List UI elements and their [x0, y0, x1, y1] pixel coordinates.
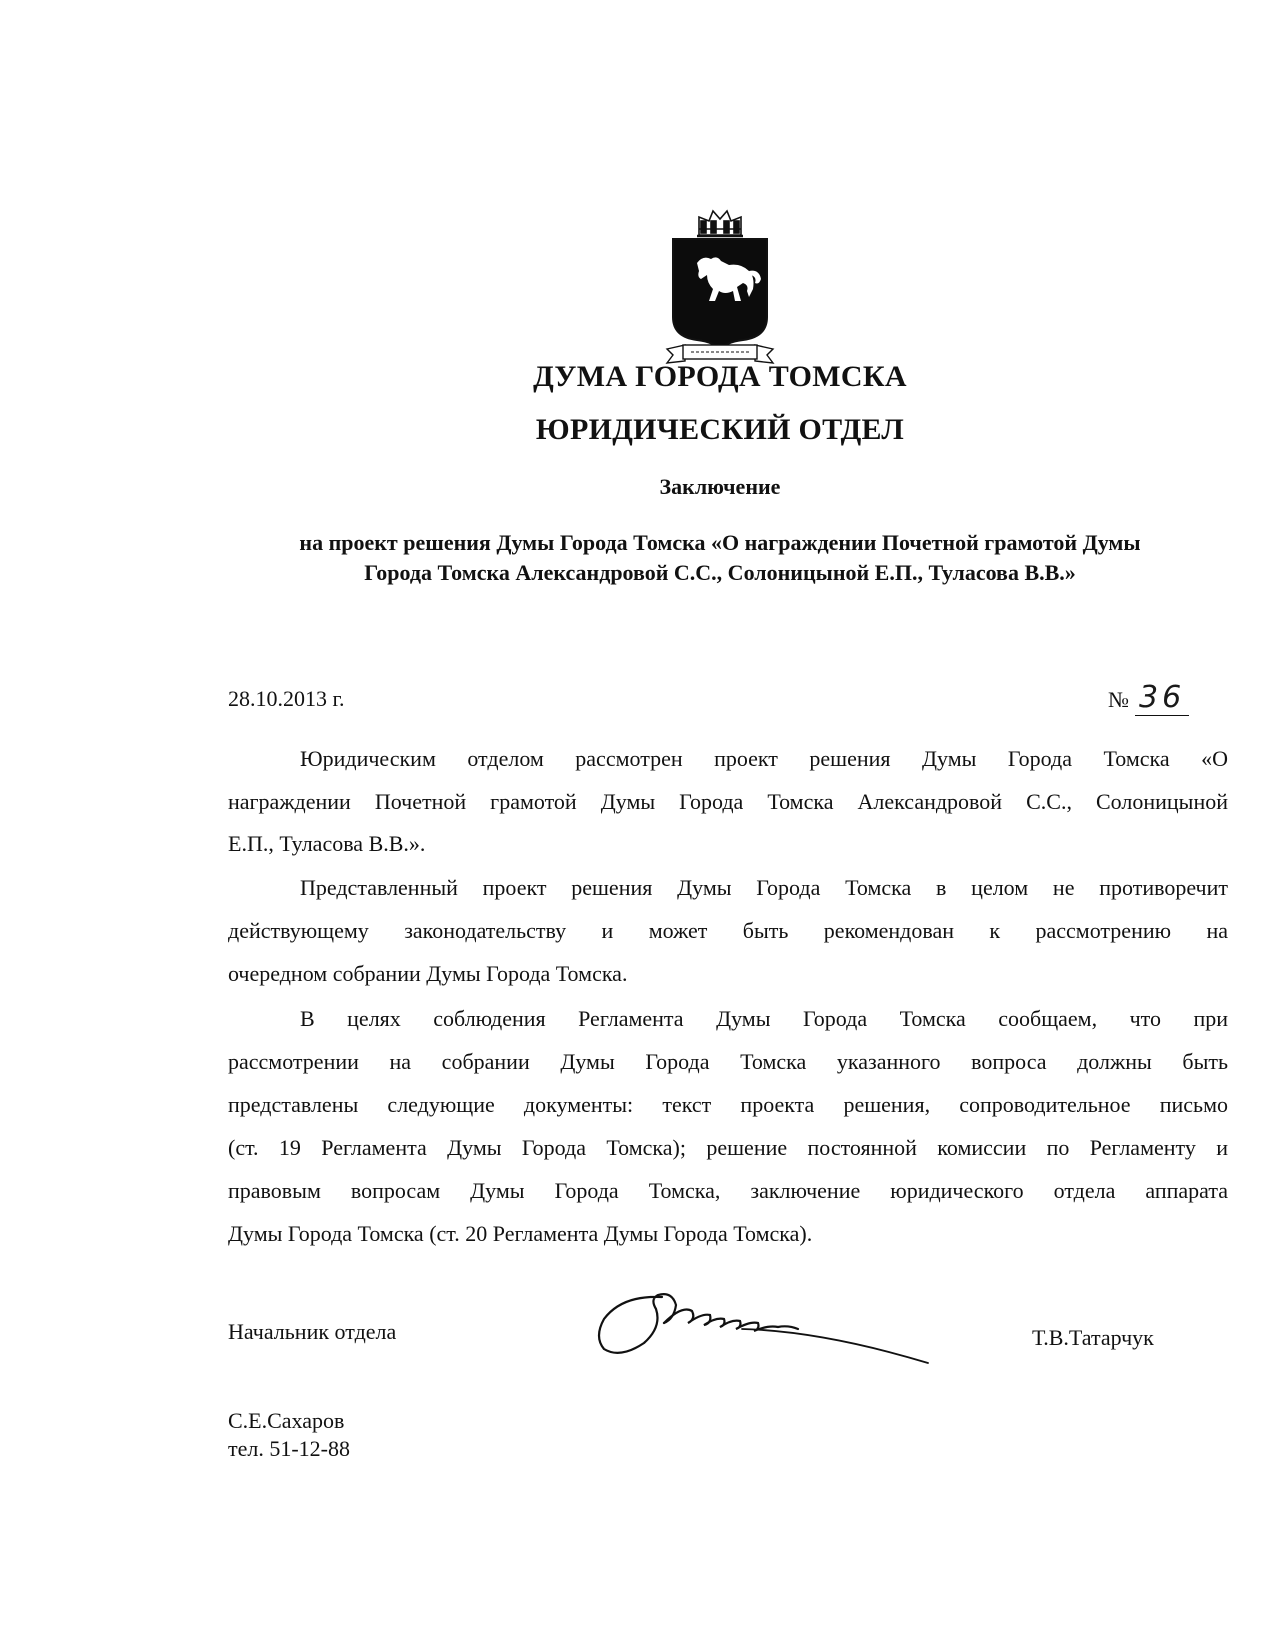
paragraph-line: действующему законодательству и может быть рекомендован к рассмотрению на	[228, 918, 1228, 943]
organization-name: ДУМА ГОРОДА ТОМСКА	[533, 360, 907, 393]
executor-name: С.Е.Сахаров	[228, 1408, 345, 1433]
coat-of-arms-emblem	[663, 205, 777, 367]
paragraph-line: очередном собрании Думы Города Томска.	[228, 961, 628, 986]
paragraph-line: рассмотрении на собрании Думы Города Томска указанного вопроса должны быть	[228, 1049, 1228, 1074]
department-name: ЮРИДИЧЕСКИЙ ОТДЕЛ	[535, 413, 905, 446]
paragraph-line: Думы Города Томска (ст. 20 Регламента Думы Города Томска).	[228, 1221, 813, 1246]
document-date: 28.10.2013 г.	[228, 686, 345, 711]
signer-title: Начальник отдела	[228, 1319, 397, 1344]
subject-line: Города Томска Александровой С.С., Солоницыной Е.П., Туласова В.В.»	[364, 560, 1076, 585]
signer-name: Т.В.Татарчук	[1032, 1325, 1154, 1350]
number-sign: №	[1108, 687, 1129, 712]
paragraph-line: Юридическим отделом рассмотрен проект решения Думы Города Томска «О	[300, 746, 1228, 771]
handwritten-signature	[592, 1285, 937, 1370]
paragraph-line: награждении Почетной грамотой Думы Города Томска Александровой С.С., Солоницыной	[228, 789, 1228, 814]
executor-phone: тел. 51-12-88	[228, 1436, 351, 1461]
document-type: Заключение	[659, 474, 781, 499]
crown-icon	[697, 211, 743, 236]
subject-line: на проект решения Думы Города Томска «О награждении Почетной грамотой Думы	[299, 530, 1141, 555]
paragraph-line: Е.П., Туласова В.В.».	[228, 831, 426, 856]
paragraph-line: Представленный проект решения Думы Города Томска в целом не противоречит	[300, 875, 1228, 900]
handwritten-number: 36	[1135, 680, 1189, 716]
paragraph-line: В целях соблюдения Регламента Думы Города Томска сообщаем, что при	[300, 1006, 1228, 1031]
registration-number	[1108, 680, 1189, 716]
shield-icon	[673, 239, 767, 351]
paragraph-line: (ст. 19 Регламента Думы Города Томска); решение постоянной комиссии по Регламенту и	[228, 1135, 1228, 1160]
paragraph-line: правовым вопросам Думы Города Томска, заключение юридического отдела аппарата	[228, 1178, 1228, 1203]
paragraph-line: представлены следующие документы: текст проекта решения, сопроводительное письмо	[228, 1092, 1228, 1117]
